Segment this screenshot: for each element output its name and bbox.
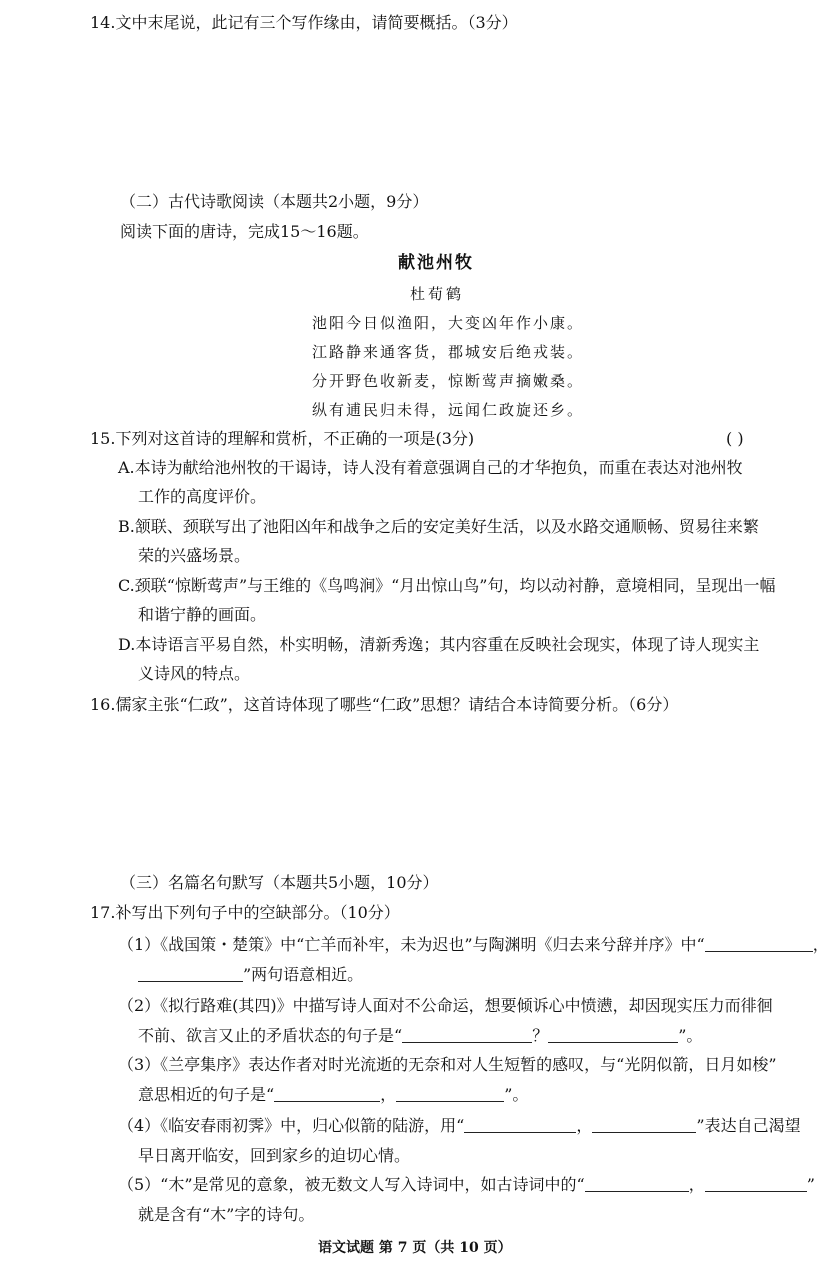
answer-bracket: ( ) bbox=[726, 429, 744, 448]
answer-blank[interactable] bbox=[705, 935, 813, 952]
option-a-cont: 工作的高度评价。 bbox=[138, 487, 267, 506]
section-2-header: （二）古代诗歌阅读（本题共2小题，9分） bbox=[120, 192, 429, 211]
page-footer: 语文试题 第 7 页（共 10 页） bbox=[318, 1240, 512, 1256]
q17-item-4-cont: 早日离开临安，回到家乡的迫切心情。 bbox=[138, 1146, 411, 1165]
answer-blank[interactable] bbox=[592, 1116, 696, 1133]
q17-item-3: （3）《兰亭集序》表达作者对时光流逝的无奈和对人生短暂的感叹，与“光阴似箭，日月如梭” bbox=[118, 1055, 777, 1074]
question-16: 16.儒家主张“仁政”，这首诗体现了哪些“仁政”思想？请结合本诗简要分析。（6分） bbox=[90, 695, 679, 714]
poem-title: 献池州牧 bbox=[398, 253, 474, 273]
answer-blank[interactable] bbox=[585, 1175, 689, 1192]
answer-blank[interactable] bbox=[464, 1116, 576, 1133]
answer-blank[interactable] bbox=[705, 1175, 807, 1192]
option-b: B.颔联、颈联写出了池阳凶年和战争之后的安定美好生活，以及水路交通顺畅、贸易往来繁 bbox=[118, 517, 759, 536]
q17-item-1-cont: ”两句语意相近。 bbox=[138, 965, 363, 985]
poem-line: 纵有逋民归未得，远闻仁政旋还乡。 bbox=[312, 401, 585, 419]
q17-item-2: （2）《拟行路难(其四)》中描写诗人面对不公命运，想要倾诉心中愤懑，却因现实压力而徘徊 bbox=[118, 996, 773, 1015]
option-c: C.颈联“惊断莺声”与王维的《鸟鸣涧》“月出惊山鸟”句，均以动衬静，意境相同，呈现出一幅 bbox=[118, 576, 776, 595]
option-c-cont: 和谐宁静的画面。 bbox=[138, 605, 267, 624]
q17-item-4: （4）《临安春雨初霁》中，归心似箭的陆游，用“ ， ”表达自己渴望 bbox=[118, 1116, 801, 1135]
section-2-intro: 阅读下面的唐诗，完成15～16题。 bbox=[120, 222, 369, 241]
question-14: 14.文中末尾说，此记有三个写作缘由，请简要概括。（3分） bbox=[90, 13, 518, 32]
poem-line: 分开野色收新麦，惊断莺声摘嫩桑。 bbox=[312, 372, 585, 390]
answer-blank[interactable] bbox=[548, 1026, 678, 1043]
section-3-header: （三）名篇名句默写（本题共5小题，10分） bbox=[120, 873, 439, 892]
question-17-stem: 17.补写出下列句子中的空缺部分。（10分） bbox=[90, 903, 400, 922]
q17-item-3-cont: 意思相近的句子是“ ， ”。 bbox=[138, 1085, 529, 1104]
option-b-cont: 荣的兴盛场景。 bbox=[138, 546, 251, 565]
poem-line: 江路静来通客货，郡城安后绝戎装。 bbox=[312, 343, 585, 361]
q17-item-2-cont: 不前、欲言又止的矛盾状态的句子是“ ？ ”。 bbox=[138, 1026, 703, 1045]
option-d: D.本诗语言平易自然，朴实明畅，清新秀逸；其内容重在反映社会现实，体现了诗人现实主 bbox=[118, 635, 760, 654]
q17-item-5: （5）“木”是常见的意象，被无数文人写入诗词中，如古诗词中的“ ， ” bbox=[118, 1175, 815, 1194]
answer-blank[interactable] bbox=[402, 1026, 532, 1043]
answer-blank[interactable] bbox=[138, 965, 243, 982]
poem-line: 池阳今日似渔阳，大变凶年作小康。 bbox=[312, 314, 585, 332]
q17-item-1: （1）《战国策・楚策》中“亡羊而补牢，未为迟也”与陶渊明《归去来兮辞并序》中“ ， bbox=[118, 935, 829, 954]
q17-item-5-cont: 就是含有“木”字的诗句。 bbox=[138, 1205, 315, 1224]
question-15-stem: 15.下列对这首诗的理解和赏析，不正确的一项是(3分) bbox=[90, 429, 475, 448]
option-d-cont: 义诗风的特点。 bbox=[138, 664, 251, 683]
answer-blank[interactable] bbox=[274, 1085, 380, 1102]
poem-author: 杜荀鹤 bbox=[410, 285, 465, 303]
option-a: A.本诗为献给池州牧的干谒诗，诗人没有着意强调自己的才华抱负，而重在表达对池州牧 bbox=[118, 458, 743, 477]
answer-blank[interactable] bbox=[396, 1085, 504, 1102]
